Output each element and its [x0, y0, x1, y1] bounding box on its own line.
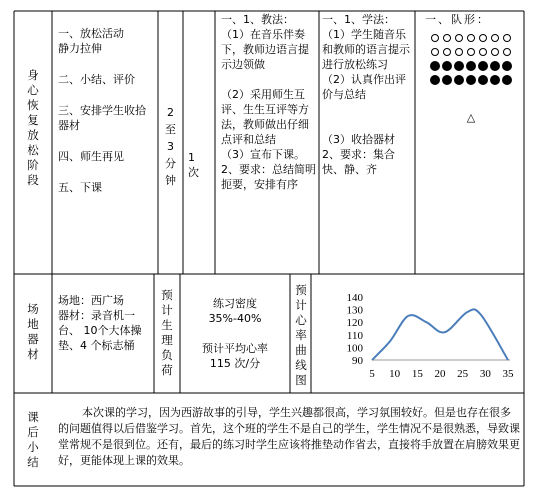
formation-diagram — [420, 26, 520, 126]
heart-rate-line — [372, 309, 508, 360]
student-marker — [491, 76, 500, 85]
time-cell: 2 至 3 分 钟 — [165, 106, 176, 187]
summary-label: 课后小结 — [27, 410, 39, 469]
student-marker — [467, 76, 476, 85]
venue-label: 场地器材 — [27, 302, 39, 361]
content-item: 二、小结、评价 — [58, 73, 135, 86]
content-item: 四、师生再见 — [58, 150, 124, 163]
content-item: 五、下课 — [58, 181, 102, 194]
student-marker — [455, 62, 464, 71]
content-item: 一、放松活动 静力拉伸 — [58, 27, 124, 55]
student-marker — [503, 62, 512, 71]
curve-label: 预计心率曲线图 — [295, 283, 307, 387]
teacher-marker: △ — [466, 111, 476, 124]
x-tick-label: 5 — [369, 368, 375, 380]
student-marker — [444, 49, 451, 56]
student-marker — [456, 49, 463, 56]
density-text: 练习密度 35%-40% 预计平均心率 115 次/分 — [202, 297, 268, 370]
teaching-method: 一、1、教法： （1）在音乐伴奏下，教师边语言提示边领做 （2）采用师生互评、生生互评等方法，教师做出仔细点评和总结 （3）宣布下课。 2、要求：总结简明扼要，安排有序 — [221, 13, 316, 191]
student-marker — [492, 49, 499, 56]
x-tick-label: 25 — [457, 368, 469, 380]
student-marker — [443, 76, 452, 85]
x-tick-label: 15 — [411, 368, 423, 380]
student-marker — [479, 76, 488, 85]
content-list — [58, 26, 156, 195]
formation-header: 一、队形： — [425, 13, 490, 26]
x-tick-label: 10 — [389, 368, 401, 380]
student-marker — [443, 62, 452, 71]
student-marker — [492, 35, 499, 42]
student-marker — [480, 35, 487, 42]
load-label: 预计生理负荷 — [161, 288, 173, 377]
student-marker — [444, 35, 451, 42]
x-tick-label: 20 — [434, 368, 446, 380]
summary-text: 本次课的学习，因为西游故事的引导，学生兴趣都很高，学习氛围较好。但是也存在很多的问题值得以后借鉴学习。首先，这个班的学生不是自己的学生，学生情况不是很熟悉，导致课堂常规不是很到位。还有，最后的练习时学生应该将推垫动作省去，直接将手放置在肩膀效果更好，更能体现上课的效果。 — [58, 406, 520, 467]
student-marker — [480, 49, 487, 56]
student-marker — [479, 62, 488, 71]
y-tick-label: 130 — [346, 304, 363, 317]
learning-method: 一、1、学法： （1）学生随音乐和教师的语言提示进行放松练习 （2）认真作出评价与总结 （3）收拾器材 2、要求：集合快、静、齐 — [322, 13, 410, 176]
student-marker — [431, 62, 440, 71]
student-marker — [504, 49, 511, 56]
venue-equipment: 场地：西广场 器材：录音机一台、 10个大体操垫、4 个标志桶 — [58, 294, 142, 352]
x-tick-label: 35 — [502, 368, 514, 380]
student-marker — [456, 35, 463, 42]
content-item: 三、安排学生收拾器材 — [58, 104, 146, 132]
y-tick-label: 140 — [346, 292, 363, 304]
stage-label: 身心恢复放松阶段 — [27, 68, 39, 187]
y-tick-label: 90 — [352, 355, 363, 367]
student-marker — [467, 62, 476, 71]
student-marker — [468, 49, 475, 56]
count-cell: 1 次 — [188, 151, 199, 179]
student-marker — [503, 76, 512, 85]
student-marker — [432, 35, 439, 42]
student-marker — [455, 76, 464, 85]
student-marker — [504, 35, 511, 42]
x-tick-label: 30 — [479, 368, 491, 380]
student-marker — [491, 62, 500, 71]
student-marker — [431, 76, 440, 85]
y-tick-label: 120 — [346, 317, 363, 330]
student-marker — [432, 49, 439, 56]
student-marker — [468, 35, 475, 42]
heart-rate-chart — [312, 275, 524, 393]
y-tick-label: 110 — [346, 329, 363, 342]
y-tick-label: 100 — [346, 342, 363, 355]
